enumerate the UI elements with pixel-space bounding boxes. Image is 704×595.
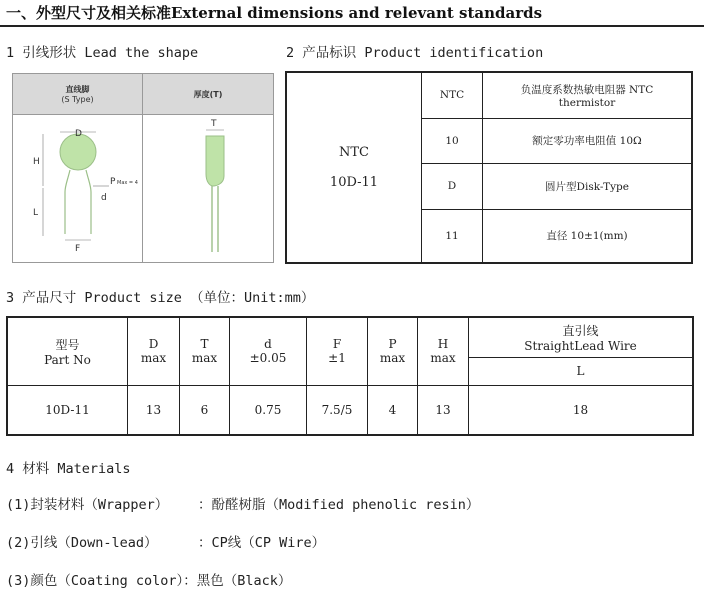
- dimension-D-label: D: [75, 129, 82, 139]
- header-part-no-line1: 型号: [55, 337, 80, 352]
- dimension-H-label: H: [33, 157, 40, 167]
- cell-F: 7.5/5: [307, 385, 368, 435]
- section-lead-shape-label: 1 引线形状 Lead the shape: [6, 45, 199, 61]
- header-D: [128, 317, 180, 385]
- header-straight-lead-wire: [469, 317, 694, 357]
- disk-side-body: [206, 136, 224, 186]
- header-part-no: [7, 317, 128, 385]
- material-down-lead-key: (2)引线（Down-lead）: [6, 535, 158, 551]
- lead-left: [65, 170, 70, 234]
- identification-code: NTC: [422, 72, 483, 118]
- header-T-line2: max: [191, 351, 218, 366]
- dimension-P-label: P: [110, 177, 116, 187]
- material-wrapper-key: (1)封装材料（Wrapper）: [6, 497, 169, 513]
- header-d-line1: d: [264, 337, 272, 352]
- title-divider: [0, 25, 704, 27]
- section-materials-label: 4 材料 Materials: [6, 461, 131, 477]
- identification-part-cell: [286, 72, 422, 263]
- header-P-line1: P: [388, 337, 397, 352]
- disk-body: [60, 134, 96, 170]
- header-H: [418, 317, 469, 385]
- identification-code: 11: [422, 209, 483, 263]
- cell-part-no: 10D-11: [7, 385, 128, 435]
- identification-desc: 额定零功率电阻值 10Ω: [483, 118, 693, 163]
- header-d-line2: ±0.05: [249, 351, 287, 366]
- cell-H: 13: [418, 385, 469, 435]
- header-H-line2: max: [430, 351, 456, 366]
- dimension-L-label: L: [33, 208, 39, 218]
- header-H-line1: H: [437, 337, 449, 352]
- material-coating-color-value: ：黑色（Black）: [183, 573, 292, 589]
- thickness-title: 厚度(T): [193, 89, 223, 99]
- straight-lead-subtitle: (S Type): [61, 95, 94, 104]
- dimension-d-label: d: [101, 193, 107, 203]
- material-coating-color: [6, 569, 291, 589]
- cell-P: 4: [368, 385, 418, 435]
- dimension-T-label: T: [211, 119, 217, 129]
- product-identification-table: [285, 71, 693, 264]
- section-product-size-label: 3 产品尺寸 Product size （单位：Unit:mm）: [6, 290, 315, 306]
- header-T: [180, 317, 230, 385]
- straight-lead-title: 直线脚: [65, 85, 90, 94]
- cell-d: 0.75: [230, 385, 307, 435]
- material-wrapper: [6, 493, 479, 513]
- dimension-P-max-label: Max = 4: [117, 180, 138, 186]
- header-d: [230, 317, 307, 385]
- material-down-lead-value: ：CP线（CP Wire）: [198, 535, 326, 551]
- header-P-line2: max: [379, 351, 406, 366]
- identification-desc: 圆片型Disk-Type: [483, 163, 693, 209]
- page-title: 一、外型尺寸及相关标准External dimensions and relevant standards: [6, 4, 543, 22]
- header-F: [307, 317, 368, 385]
- header-F-line1: F: [332, 337, 342, 352]
- identification-part-line1: NTC: [339, 144, 369, 160]
- identification-part-line2: 10D-11: [329, 174, 379, 190]
- header-part-no-line2: Part No: [44, 352, 91, 367]
- lead-shape-figure: [12, 73, 274, 263]
- cell-T: 6: [180, 385, 230, 435]
- header-T-line1: T: [200, 337, 209, 352]
- identification-desc: [483, 72, 693, 118]
- section-product-identification-label: 2 产品标识 Product identification: [286, 45, 544, 61]
- dimension-F-label: F: [75, 244, 81, 254]
- header-L: L: [469, 357, 694, 385]
- header-wire-line2: StraightLead Wire: [524, 338, 637, 353]
- identification-desc-line2: thermistor: [558, 96, 616, 109]
- identification-code: 10: [422, 118, 483, 163]
- lead-shape-drawing: [13, 74, 273, 262]
- lead-right: [86, 170, 91, 234]
- identification-code: D: [422, 163, 483, 209]
- header-P: [368, 317, 418, 385]
- identification-desc-line1: 负温度系数热敏电阻器 NTC: [520, 83, 654, 96]
- material-down-lead: [6, 531, 325, 551]
- cell-D: 13: [128, 385, 180, 435]
- material-wrapper-value: ：酚醛树脂（Modified phenolic resin）: [198, 497, 480, 513]
- cell-L: 18: [469, 385, 694, 435]
- header-D-line1: D: [148, 337, 159, 352]
- header-D-line2: max: [140, 351, 167, 366]
- header-wire-line1: 直引线: [562, 323, 599, 338]
- material-coating-color-key: (3)颜色（Coating color）: [6, 573, 184, 589]
- product-size-table: [6, 316, 694, 436]
- identification-desc: 直径 10±1(mm): [483, 209, 693, 263]
- header-F-line2: ±1: [328, 351, 346, 366]
